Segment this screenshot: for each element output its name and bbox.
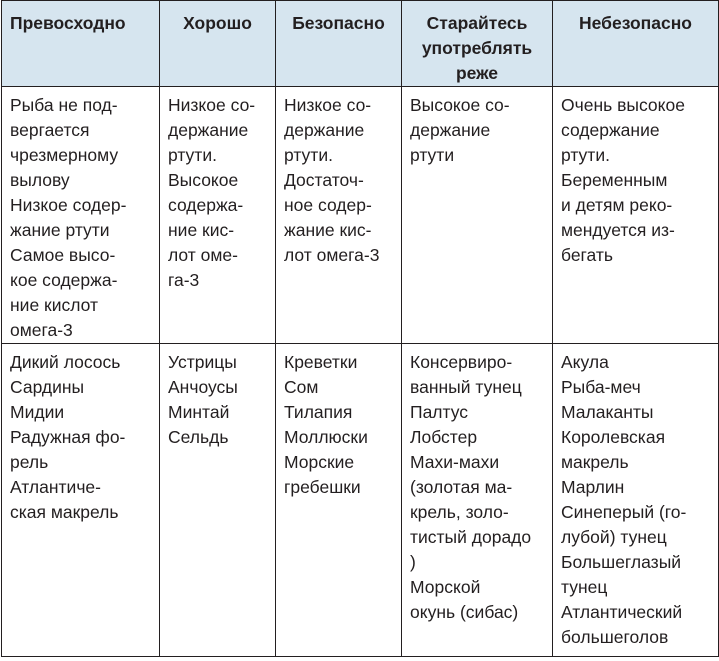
cell-line: рель — [10, 452, 49, 472]
cell-line: Старайтесь — [426, 13, 528, 33]
cell-line: Устрицы — [168, 352, 237, 372]
cell-line: Морской — [410, 577, 481, 597]
cell-line: Марлин — [561, 477, 625, 497]
cell-line: Рыба не под- — [10, 95, 118, 115]
cell-line: ртути — [410, 145, 455, 165]
cell-line: и детям реко- — [561, 195, 673, 215]
cell-line: держание — [410, 120, 491, 140]
cell-line: Очень высокое — [561, 95, 685, 115]
cell-line: мендуется из- — [561, 220, 675, 240]
cell-line: Сом — [284, 377, 319, 397]
cell-line: Хорошо — [183, 13, 252, 33]
cell-line: вылову — [10, 170, 70, 190]
cell-line: большеголов — [561, 627, 669, 647]
cell-line: вергается — [10, 120, 90, 140]
cell-line: Рыба-меч — [561, 377, 641, 397]
fish-unsafe-cell — [553, 344, 719, 657]
header-good — [160, 1, 276, 87]
cell-line: Консервиро- — [410, 352, 513, 372]
cell-line: ное содер- — [284, 195, 372, 215]
cell-line: Достаточ- — [284, 170, 364, 190]
cell-line: Синеперый (го- — [561, 502, 687, 522]
cell-line: ская макрель — [10, 502, 119, 522]
cell-line: держание — [284, 120, 365, 140]
cell-line: Высокое — [168, 170, 239, 190]
cell-line: реже — [455, 63, 499, 83]
cell-line: жание кис- — [284, 220, 372, 240]
fish-safe-cell — [276, 344, 402, 657]
header-unsafe — [553, 1, 719, 87]
cell-line: Небезопасно — [579, 13, 692, 33]
cell-line: жание ртути — [10, 220, 110, 240]
cell-line: Низкое со- — [284, 95, 372, 115]
header-row — [2, 1, 719, 87]
cell-line: содержа- — [168, 195, 244, 215]
cell-line: Акула — [561, 352, 609, 372]
cell-line: Атлантический — [561, 602, 683, 622]
cell-line: гребешки — [284, 477, 361, 497]
properties-eat-less-cell — [402, 87, 553, 344]
cell-line: содержание — [561, 120, 660, 140]
cell-line: держание — [168, 120, 249, 140]
cell-line: макрель — [561, 452, 629, 472]
fish-excellent-cell — [2, 344, 160, 657]
cell-line: лот омега-3 — [284, 245, 380, 265]
cell-line: Радужная фо- — [10, 427, 126, 447]
cell-line: га-3 — [168, 270, 200, 290]
cell-line: чрезмерному — [10, 145, 119, 165]
cell-line: Анчоусы — [168, 377, 238, 397]
header-safe — [276, 1, 402, 87]
cell-line: Низкое со- — [168, 95, 256, 115]
fish-safety-table — [1, 0, 719, 657]
properties-safe-cell — [276, 87, 402, 344]
properties-good-cell — [160, 87, 276, 344]
cell-line: Самое высо- — [10, 245, 116, 265]
cell-line: Моллюски — [284, 427, 368, 447]
cell-line: Морские — [284, 452, 355, 472]
cell-line: Махи-махи — [410, 452, 500, 472]
properties-row — [2, 87, 719, 344]
cell-line: лот оме- — [168, 245, 238, 265]
header-excellent — [2, 1, 160, 87]
fish-good-cell — [160, 344, 276, 657]
cell-line: Атлантиче- — [10, 477, 101, 497]
cell-line: Сельдь — [168, 427, 229, 447]
cell-line: омега-3 — [10, 320, 73, 340]
cell-line: Низкое содер- — [10, 195, 127, 215]
cell-line: ние кислот — [10, 295, 98, 315]
fish-eat-less-cell — [402, 344, 553, 657]
cell-line: Беременным — [561, 170, 668, 190]
properties-unsafe-cell — [553, 87, 719, 344]
cell-line: крель, золо- — [410, 502, 509, 522]
cell-line: тунец — [561, 577, 608, 597]
cell-line: Превосходно — [10, 13, 126, 33]
header-eat-less — [402, 1, 553, 87]
cell-line: Сардины — [10, 377, 85, 397]
cell-line: ртути. — [168, 145, 217, 165]
cell-line: лубой) тунец — [561, 527, 667, 547]
cell-line: тистый дорадо — [410, 527, 532, 547]
cell-line: (золотая ма- — [410, 477, 513, 497]
cell-line: Тилапия — [284, 402, 353, 422]
cell-line: Королевская — [561, 427, 666, 447]
cell-line: Креветки — [284, 352, 358, 372]
cell-line: Высокое со- — [410, 95, 510, 115]
cell-line: Лобстер — [410, 427, 478, 447]
cell-line: ние кис- — [168, 220, 235, 240]
properties-excellent-cell — [2, 87, 160, 344]
fish-row — [2, 344, 719, 657]
cell-line: окунь (сибас) — [410, 602, 519, 622]
cell-line: бегать — [561, 245, 614, 265]
cell-line: кое содержа- — [10, 270, 118, 290]
cell-line: ртути. — [561, 145, 610, 165]
cell-line: ) — [410, 552, 416, 572]
cell-line: Палтус — [410, 402, 469, 422]
cell-line: употреблять — [421, 38, 533, 58]
cell-line: Мидии — [10, 402, 65, 422]
cell-line: ртути. — [284, 145, 333, 165]
cell-line: Безопасно — [292, 13, 385, 33]
cell-line: Дикий лосось — [10, 352, 121, 372]
cell-line: Минтай — [168, 402, 230, 422]
cell-line: ванный тунец — [410, 377, 522, 397]
cell-line: Большеглазый — [561, 552, 682, 572]
cell-line: Малаканты — [561, 402, 654, 422]
